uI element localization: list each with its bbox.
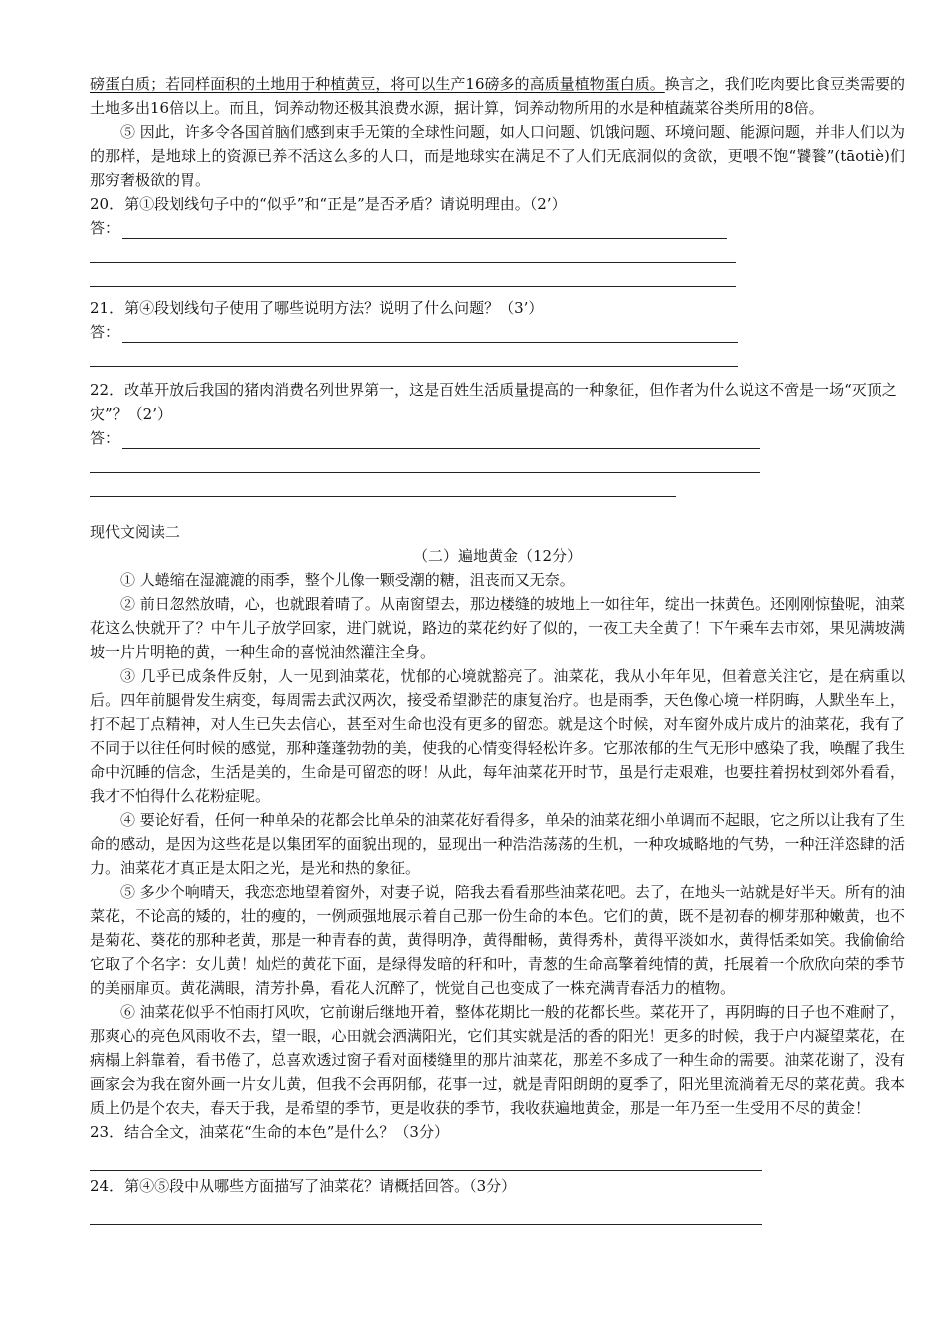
answer-row-21: [90, 320, 905, 344]
passage-paragraph-6: ⑥ 油菜花似乎不怕雨打风吹，它前谢后继地开着，整体花期比一般的花都长些。菜花开了，再阴晦的日子也不难耐了，那爽心的亮色风雨收不去，望一眼，心田就会洒满阳光，它们其实就是活的香的阳光！更多的时候，我于户内凝望菜花，在病榻上斜靠着，看书倦了，总喜欢透过窗子看对面楼缝里的那片油菜花，那差不多成了一种生命的需要。油菜花谢了，没有画家会为我在窗外画一片女儿黄，但我不会再阴郁，花事一过，就是青阳朗朗的夏季了，阳光里流淌着无尽的菜花黄。我本质上仍是个农夫，春天于我，是希望的季节，更是收获的季节，我收获遍地黄金，那是一年乃至一生受用不尽的黄金！: [90, 1003, 905, 1117]
answer-blank-row: [90, 1144, 905, 1174]
section-heading: 现代文阅读二: [90, 523, 181, 541]
passage-paragraph-2: ② 前日忽然放晴，心，也就跟着晴了。从南窗望去，那边楼缝的坡地上一如往年，绽出一抹黄色。还刚刚惊蛰呢，油菜花这么快就开了？中午儿子放学回家，进门就说，路边的菜花约好了似的，一夜工夫全黄了！下午乘车去市郊，果见满坡满坡一片片明艳的黄，一种生命的喜悦油然灌注全身。: [90, 595, 905, 661]
answer-blank-row: [90, 264, 905, 288]
passage-paragraph-4: ④ 要论好看，任何一种单朵的花都会比单朵的油菜花好看得多，单朵的油菜花细小单调而不起眼，它之所以让我有了生命的感动，是因为这些花是以集团军的面貌出现的，显现出一种浩浩荡荡的生机，一种攻城略地的气势，一种汪洋恣肆的活力。油菜花才真正是太阳之光，是光和热的象征。: [90, 811, 905, 877]
answer-label: 答：: [90, 429, 121, 447]
answer-row-20: [90, 216, 905, 240]
answer-line[interactable]: [90, 286, 736, 287]
answer-label: 答：: [90, 219, 121, 237]
answer-blank-row: [90, 344, 905, 368]
question-21: 21．第④段划线句子使用了哪些说明方法？说明了什么问题？（3’）: [90, 299, 544, 317]
question-22: 22．改革开放后我国的猪肉消费名列世界第一，这是百姓生活质量提高的一种象征，但作者为什么说这不啻是一场“灭顶之灾”？（2’）: [90, 381, 897, 423]
answer-blank-row: [90, 474, 905, 498]
answer-line[interactable]: [90, 366, 738, 367]
answer-line[interactable]: [90, 496, 676, 497]
passage-paragraph-5: ⑤ 多少个响晴天，我恋恋地望着窗外，对妻子说，陪我去看看那些油菜花吧。去了，在地头一站就是好半天。所有的油菜花，不论高的矮的，壮的瘦的，一例顽强地展示着自己那一份生命的本色。它们的黄，既不是初春的柳芽那种嫩黄，也不是菊花、葵花的那种老黄，那是一种青春的黄，黄得明净，黄得酣畅，黄得秀朴，黄得平淡如水，黄得恬柔如笑。我偷偷给它取了个名字：女儿黄！灿烂的黄花下面，是绿得发暗的秆和叶，青葱的生命高擎着纯情的黄，托展着一个欣欣向荣的季节的美丽扉页。黄花满眼，清芳扑鼻，看花人沉醉了，恍觉自己也变成了一株充满青春活力的植物。: [90, 883, 905, 997]
answer-line[interactable]: [90, 1224, 762, 1225]
answer-line[interactable]: [122, 342, 738, 343]
answer-line[interactable]: [122, 238, 727, 239]
passage-paragraph-continued: [90, 72, 905, 120]
paragraph-text: 换言之，我们吃肉要比食豆类需要的土地多出16倍以上。而且，饲养动物还极其浪费水源，据计算，饲养动物所用的水是种植蔬菜谷类所用的8倍。: [90, 75, 905, 117]
exam-page: [90, 0, 905, 1228]
answer-line[interactable]: [90, 472, 760, 473]
question-23: 23．结合全文，油菜花“生命的本色”是什么？（3分）: [90, 1123, 449, 1141]
answer-blank-row: [90, 1198, 905, 1228]
passage-title: （二）遍地黄金（12分）: [412, 547, 583, 565]
question-20: 20．第①段划线句子中的“似乎”和“正是”是否矛盾？请说明理由。（2’）: [90, 195, 567, 213]
answer-blank-row: [90, 450, 905, 474]
passage-paragraph-3: ③ 几乎已成条件反射，人一见到油菜花，忧郁的心境就豁亮了。油菜花，我从小年年见，但着意关注它，是在病重以后。四年前腿骨发生病变，每周需去武汉两次，接受希望渺茫的康复治疗。也是雨季，天色像心境一样阴晦，人默坐车上，打不起丁点精神，对人生已失去信心，甚至对生命也没有更多的留恋。就是这个时候，对车窗外成片成片的油菜花，我有了不同于以往任何时候的感觉，那种蓬蓬勃勃的美，使我的心情变得轻松许多。它那浓郁的生气无形中感染了我，唤醒了我生命中沉睡的信念，生活是美的，生命是可留恋的呀！从此，每年油菜花开时节，虽是行走艰难，也要拄着拐杖到郊外看看，我才不怕得什么花粉症呢。: [90, 667, 905, 805]
answer-blank-row: [90, 240, 905, 264]
answer-label: 答：: [90, 323, 121, 341]
answer-line[interactable]: [90, 1170, 762, 1171]
underlined-sentence: 磅蛋白质；若同样面积的土地用于种植黄豆，将可以生产16磅多的高质量植物蛋白质。: [90, 75, 665, 93]
answer-line[interactable]: [90, 262, 736, 263]
question-24: 24．第④⑤段中从哪些方面描写了油菜花？请概括回答。（3分）: [90, 1177, 517, 1195]
answer-row-22: [90, 426, 905, 450]
passage-paragraph-1: ① 人蜷缩在湿漉漉的雨季，整个儿像一颗受潮的糖，沮丧而又无奈。: [120, 571, 575, 589]
answer-line[interactable]: [122, 448, 760, 449]
passage-paragraph-5: ⑤ 因此，许多令各国首脑们感到束手无策的全球性问题，如人口问题、饥饿问题、环境问题、能源问题，并非人们以为的那样，是地球上的资源已养不活这么多的人口，而是地球实在满足不了人们无底洞似的贪欲，更喂不饱“饕餮”(tāotiè)们那穷奢极欲的胃。: [90, 123, 905, 189]
